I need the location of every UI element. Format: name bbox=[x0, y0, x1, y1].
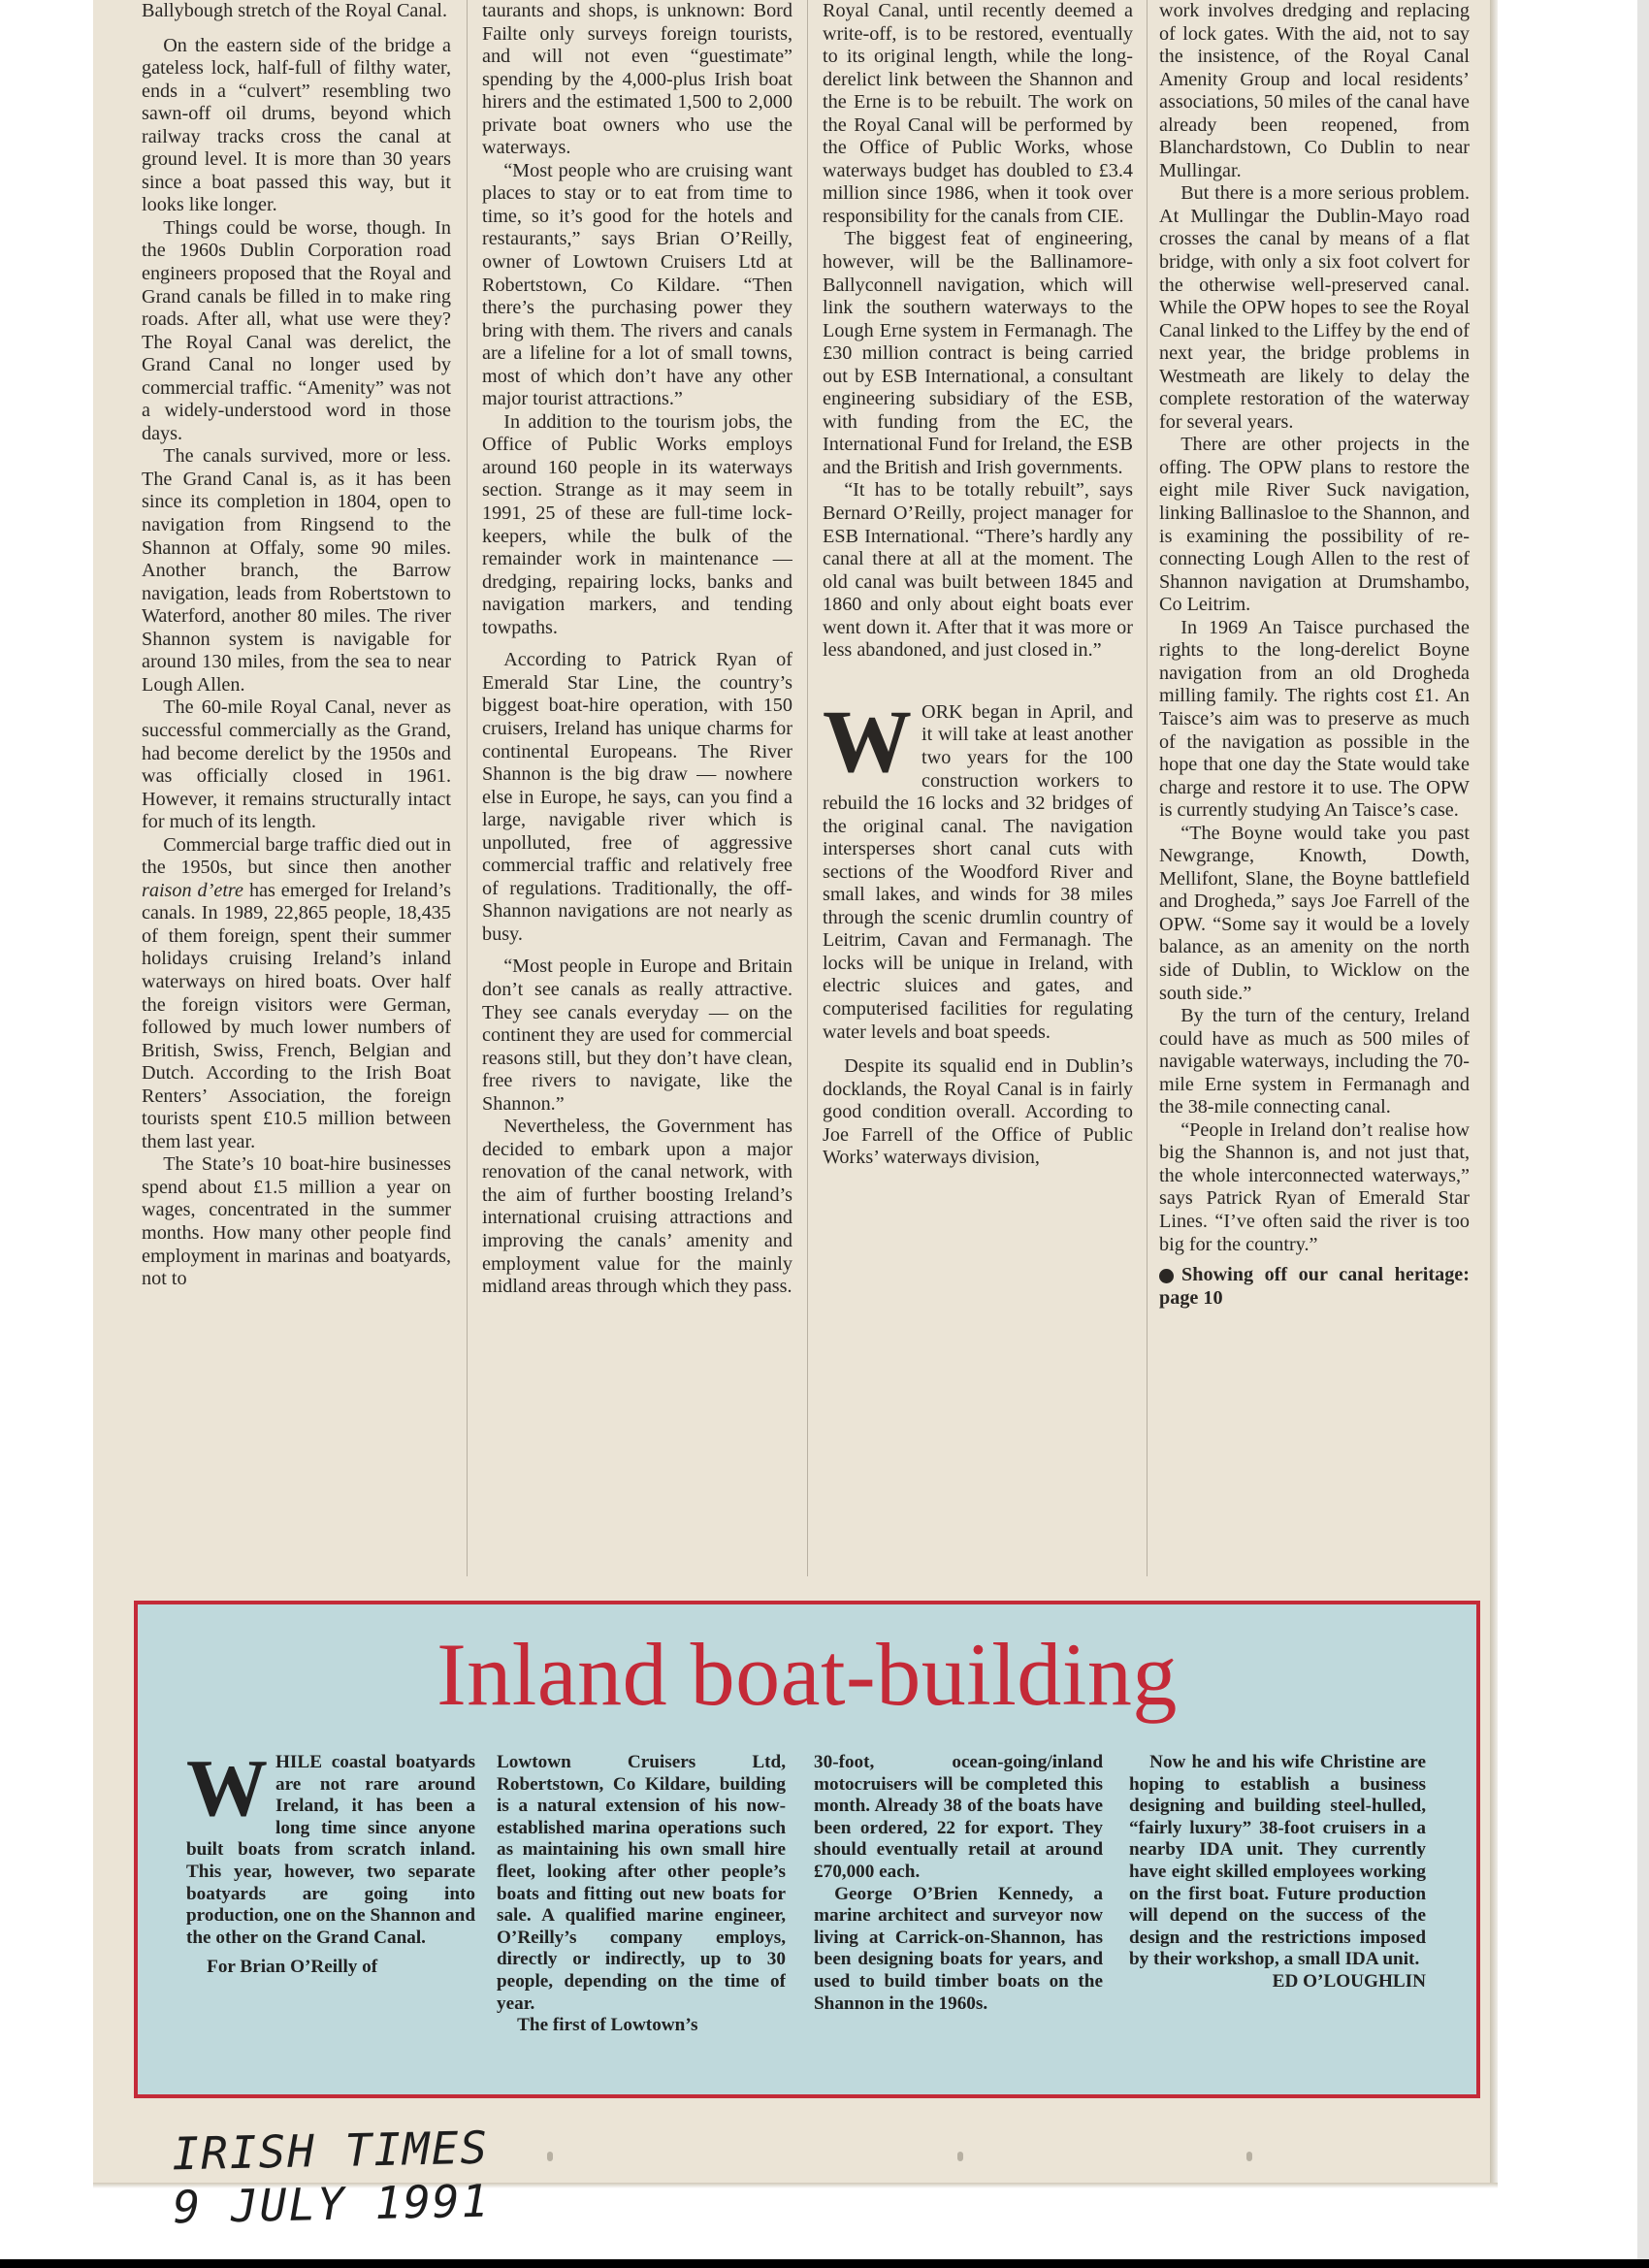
boxout-column-1 bbox=[186, 1752, 475, 2091]
article-text: Commercial barge traffic died out in the 1950s, but since then another bbox=[142, 833, 451, 879]
boxout-column-4 bbox=[1129, 1752, 1426, 2091]
article-paragraph: Ballybough stretch of the Royal Canal. bbox=[142, 0, 448, 21]
boxout-heading: Inland boat-building bbox=[436, 1625, 1178, 1724]
article-column-4 bbox=[1159, 0, 1470, 1581]
article-paragraph: “It has to be totally rebuilt”, says Bernard O’Reilly, project manager for ESB International. “There’s hardly any canal there at all at the moment. The old canal was built between 1845 and 1860 and only about eight boats ever went down it. After that it was more or less abandoned, and just closed in.” bbox=[823, 479, 1133, 662]
article-paragraph: There are other projects in the offing. The OPW plans to restore the eight mile River Suck navigation, linking Ballinasloe to the Shannon, and is examining the possibility of re-connecting Lough Allen to the rest of Shannon navigation at Drumshambo, Co Leitrim. bbox=[1159, 434, 1470, 616]
article-column-1 bbox=[142, 0, 451, 1581]
article-paragraph: By the turn of the century, Ireland could have as much as 500 miles of navigable waterways, including the 70-mile Erne system in Fermanagh and the 38-mile connecting canal. bbox=[1159, 1005, 1470, 1118]
article-column-2 bbox=[482, 0, 792, 1581]
fold-mark bbox=[1246, 2152, 1252, 2161]
article-paragraph bbox=[142, 834, 451, 1154]
boxout-paragraph: George O’Brien Kennedy, a marine architect and surveyor now living at Carrick-on-Shannon, has been designing boats for years, and used to build timber boats on the Shannon in the 1960s. bbox=[814, 1883, 1103, 2014]
handwritten-source: IRISH TIMES bbox=[171, 2121, 490, 2181]
article-paragraph: The 60-mile Royal Canal, never as successful commercially as the Grand, had become derelict by the 1950s and was officially closed in 1961. However, it remains structurally intact for much of its length. bbox=[142, 697, 451, 833]
boxout-paragraph: The first of Lowtown’s bbox=[517, 2015, 698, 2036]
article-paragraph: Royal Canal, until recently deemed a write-off, is to be restored, eventually to its original length, while the long-derelict link between the Shannon and the Erne is to be rebuilt. The work on the Royal Canal will be performed by the Office of Public Works, whose waterways budget has doubled to £3.4 million since 1986, when it took over responsibility for the canals from CIE. bbox=[823, 0, 1133, 227]
scan-edge bbox=[1637, 0, 1649, 2268]
article-paragraph: In 1969 An Taisce purchased the rights to the long-derelict Boyne navigation from an old Drogheda milling family. The rights cost £1. An Taisce’s aim was to preserve as much of the navigation as possible in the hope that one day the State would take charge and restore it to use. The OPW is currently studying An Taisce’s case. bbox=[1159, 616, 1470, 822]
boxout-panel bbox=[134, 1601, 1480, 2098]
cross-reference-text: Showing off our canal heritage: page 10 bbox=[1159, 1264, 1470, 1309]
column-rule bbox=[467, 0, 468, 1576]
article-text: ORK began in April, and it will take at least another two years for the 100 construction workers to rebuild the 16 locks and 32 bridges of the original canal. The navigation intersperses short canal cuts with sections of the Woodford River and small lakes, and winds for 38 miles through the scenic drumlin country of Leitrim, Cavan and Fermanagh. The locks will be unique in Ireland, with electric sluices and gates, and computerised facilities for regulating water levels and boat speeds. bbox=[823, 700, 1133, 1043]
article-paragraph: “Most people who are cruising want places to stay or to eat from time to time, so it’s good for the hotels and restaurants,” says Brian O’Reilly, owner of Lowtown Cruisers Ltd at Robertstown, Co Kildare. “Then there’s the purchasing power they bring with them. The rivers and canals are a lifeline for a lot of small towns, most of which don’t have any other major tourist attractions.” bbox=[482, 159, 792, 410]
handwritten-annotation bbox=[172, 2122, 491, 2235]
article-paragraph: But there is a more serious problem. At Mullingar the Dublin-Mayo road crosses the canal by means of a flat bridge, with only a six foot colvert for the otherwise well-preserved canal. While the OPW hopes to see the Royal Canal linked to the Liffey by the end of next year, the bridge problems in Westmeath are likely to delay the complete restoration of the waterway for several years. bbox=[1159, 182, 1470, 433]
boxout-column-2 bbox=[497, 1752, 786, 2091]
clipping-edge-shadow bbox=[1490, 0, 1498, 2183]
boxout-paragraph: For Brian O’Reilly of bbox=[207, 1957, 378, 1978]
boxout-paragraph: Now he and his wife Christine are hoping to establish a business designing and building steel-hulled, “fairly luxury” 38-foot cruisers in a nearby IDA unit. They currently have eight skilled employees working on the first boat. Future production will depend on the success of the design and the restrictions imposed by their workshop, a small IDA unit. bbox=[1129, 1752, 1426, 1970]
boxout-paragraph: 30-foot, ocean-going/inland motocruisers will be completed this month. Already 38 of the boats have been ordered, 22 for export. They should eventually retail at around £70,000 each. bbox=[814, 1752, 1103, 1882]
article-paragraph: According to Patrick Ryan of Emerald Star Line, the country’s biggest boat-hire operation, with 150 cruisers, Ireland has unique charms for continental Europeans. The River Shannon is the big draw — nowhere else in Europe, he says, can you find a large, navigable river which is unpolluted, free of aggressive commercial traffic and relatively free of regulations. Traditionally, the off-Shannon navigations are not nearly as busy. bbox=[482, 649, 792, 945]
article-paragraph: “Most people in Europe and Britain don’t see canals as really attractive. They see canals everyday — on the continent they are used for commercial reasons still, but they don’t have clean, free rivers to navigate, like the Shannon.” bbox=[482, 956, 792, 1115]
article-paragraph: taurants and shops, is unknown: Bord Failte only surveys foreign tourists, and will not even “guestimate” spending by the 4,000-plus Irish boat hirers and the estimated 1,500 to 2,000 private boat owners who use the waterways. bbox=[482, 0, 792, 159]
boxout-paragraph: Lowtown Cruisers Ltd, Robertstown, Co Kildare, building is a natural extension of his now-established marina operations such as maintaining his own small hire fleet, looking after other people’s boats and fitting out new boats for sale. A qualified marine engineer, O’Reilly’s company employs, directly or indirectly, up to 30 people, depending on the time of year. bbox=[497, 1752, 786, 2014]
article-paragraph: In addition to the tourism jobs, the Office of Public Works employs around 160 people in its waterways section. Strange as it may seem in 1991, 25 of these are full-time lock-keepers, while the bulk of the remainder work in maintenance — dredging, repairing locks, banks and navigation markers, and tending towpaths. bbox=[482, 410, 792, 638]
column-rule bbox=[807, 0, 808, 1576]
article-paragraph: On the eastern side of the bridge a gateless lock, half-full of filthy water, ends in a “culvert” resembling two sawn-off oil drums, beyond which railway tracks cross the canal at ground level. It is more than 30 years since a boat passed this way, but it looks like longer. bbox=[142, 34, 451, 216]
boxout-paragraph bbox=[186, 1752, 475, 1949]
article-italic-phrase: raison d’etre bbox=[142, 879, 243, 901]
article-paragraph: “People in Ireland don’t realise how big the Shannon is, and not just that, the whole interconnected waterways,” says Patrick Ryan of Emerald Star Lines. “I’ve often said the river is too big for the country.” bbox=[1159, 1118, 1470, 1255]
fold-mark bbox=[547, 2152, 553, 2161]
byline: ED O’LOUGHLIN bbox=[1272, 1970, 1426, 1992]
article-paragraph: work involves dredging and replacing of lock gates. With the aid, not to say the insistence, of the Royal Canal Amenity Group and local residents’ associations, 50 miles of the canal have already been reopened, from Blanchardstown, Co Dublin to near Mullingar. bbox=[1159, 0, 1470, 181]
cross-reference[interactable] bbox=[1159, 1264, 1470, 1310]
handwritten-date: 9 JULY 1991 bbox=[173, 2174, 491, 2234]
article-paragraph: The biggest feat of engineering, however, will be the Ballinamore-Ballyconnell navigation, which will link the southern waterways to the Lough Erne system in Fermanagh. The £30 million contract is being carried out by ESB International, a consultant engineering subsidiary of the ESB, with funding from the EC, the International Fund for Ireland, the ESB and the British and Irish governments. bbox=[823, 228, 1133, 478]
article-paragraph: The State’s 10 boat-hire businesses spend about £1.5 million a year on wages, concentrated in the summer months. How many other people find employment in marinas and boatyards, not to bbox=[142, 1153, 451, 1290]
article-paragraph: Nevertheless, the Government has decided to embark upon a major renovation of the canal network, with the aim of further boosting Ireland’s international cruising attractions and improving the canals’ amenity and employment value for the mainly midland areas through which they pass. bbox=[482, 1116, 792, 1298]
article-paragraph bbox=[823, 691, 1133, 1044]
boxout-column-3 bbox=[814, 1752, 1103, 2091]
boxout-text: HILE coastal boatyards are not rare around Ireland, it has been a long time since anyone built boats from scratch inland. This year, however, two separate boatyards are going into production, one on the Shannon and the other on the Grand Canal. bbox=[186, 1752, 475, 1948]
drop-cap: W bbox=[186, 1752, 268, 1833]
fold-mark bbox=[957, 2152, 963, 2161]
article-paragraph: Things could be worse, though. In the 1960s Dublin Corporation road engineers proposed that the Royal and Grand canals be filled in to make ring roads. After all, what use were they? The Royal Canal was derelict, the Grand Canal no longer used by commercial traffic. “Amenity” was not a widely-understood word in those days. bbox=[142, 216, 451, 444]
article-paragraph: The canals survived, more or less. The Grand Canal is, as it has been since its completion in 1804, open to navigation from Ringsend to the Shannon at Offaly, some 90 miles. Another branch, the Barrow navigation, leads from Robertstown to Waterford, another 80 miles. The river Shannon system is navigable for around 130 miles, from the sea to near Lough Allen. bbox=[142, 445, 451, 696]
column-rule bbox=[1147, 0, 1148, 1576]
bullet-icon bbox=[1159, 1269, 1174, 1283]
drop-cap: W bbox=[823, 691, 912, 791]
scan-edge bbox=[0, 2259, 1649, 2268]
article-paragraph: Despite its squalid end in Dublin’s docklands, the Royal Canal is in fairly good condition overall. According to Joe Farrell of the Office of Public Works’ waterways division, bbox=[823, 1055, 1133, 1169]
article-text: In 1989, 22,865 people, 18,435 of them foreign, spent their summer holidays cruising Ireland’s inland waterways on hired boats. Over half the foreign visitors were German, followed by much lower numbers of British, Swiss, French, Belgian and Dutch. According to the Irish Boat Renters’ Association, the foreign tourists spent £10.5 million between them last year. bbox=[142, 902, 451, 1152]
article-column-3 bbox=[823, 0, 1133, 1581]
article-text: has emerged for Ireland’s canals. bbox=[142, 879, 451, 924]
article-paragraph: “The Boyne would take you past Newgrange, Knowth, Dowth, Mellifont, Slane, the Boyne battlefield and Drogheda,” says Joe Farrell of the OPW. “Some say it would be a lovely balance, as an amenity on the north side of Dublin, to Wicklow on the south side.” bbox=[1159, 822, 1470, 1004]
